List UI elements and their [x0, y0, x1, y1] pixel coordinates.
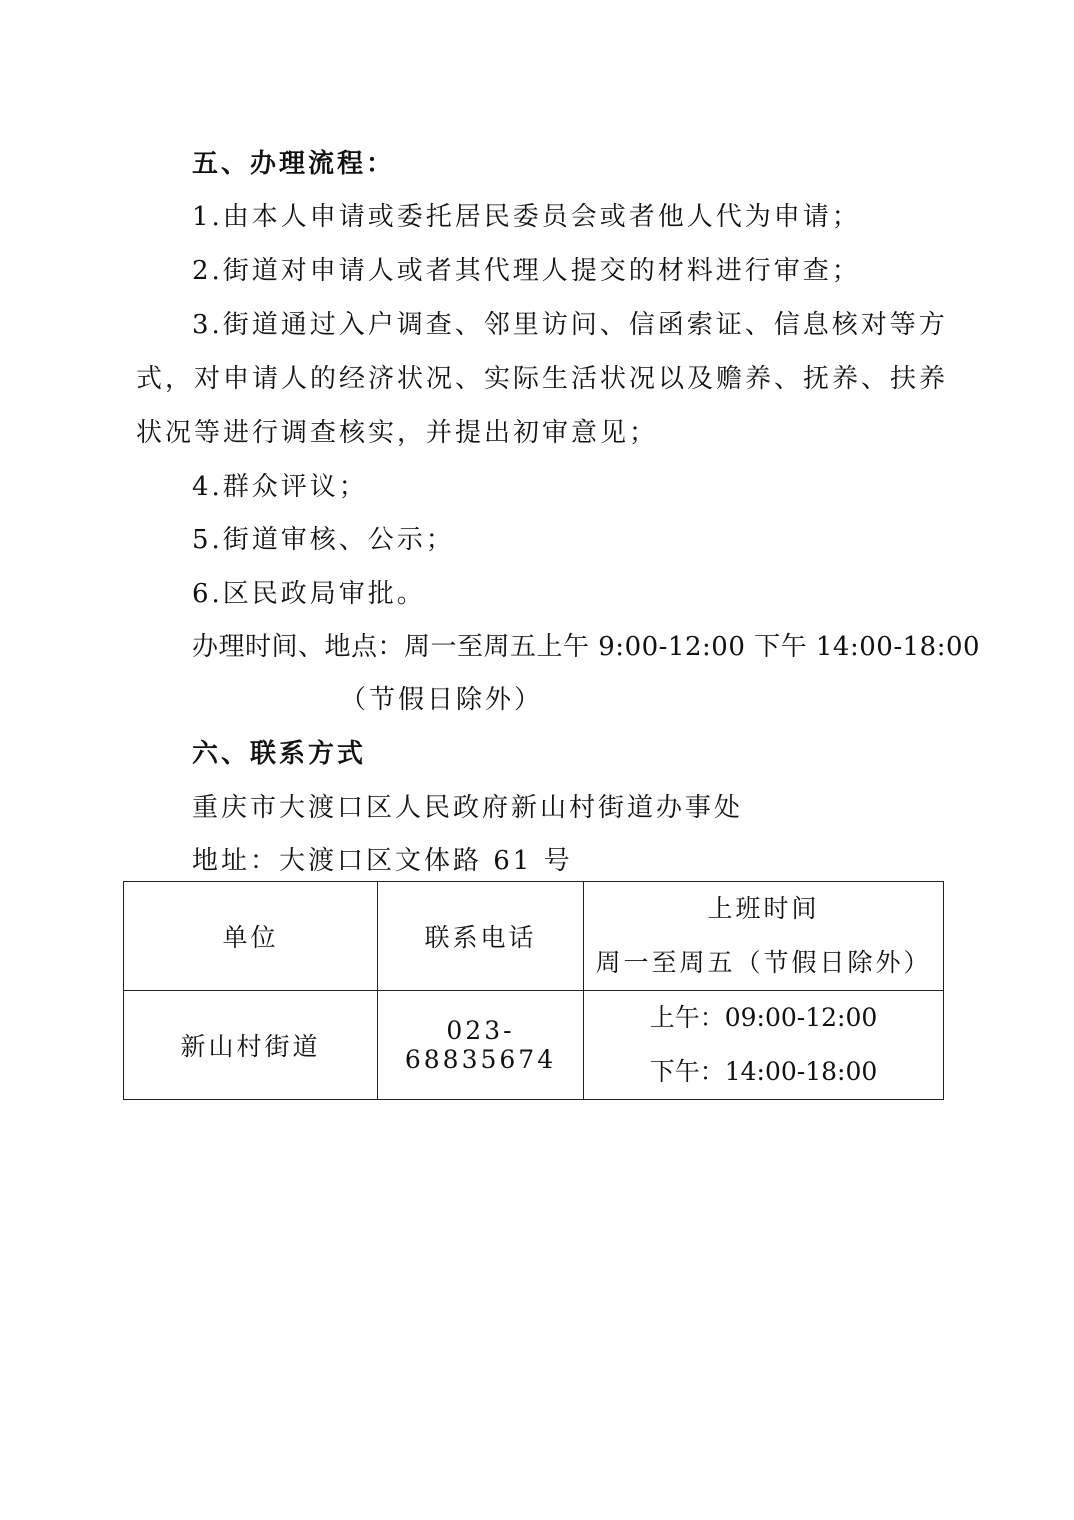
- row-hours-am: 上午：09:00-12:00: [649, 1003, 878, 1032]
- step-3-line-3: 状况等进行调查核实，并提出初审意见；: [136, 418, 659, 448]
- header-hours-sub: 周一至周五（节假日除外）: [595, 948, 932, 977]
- section6-heading: 六、联系方式: [192, 739, 367, 769]
- step-1: 1.由本人申请或委托居民委员会或者他人代为申请；: [192, 202, 861, 232]
- row-hours-pm: 下午：14:00-18:00: [649, 1057, 878, 1086]
- contact-table: [123, 881, 944, 1100]
- header-hours-title: 上班时间: [707, 894, 820, 923]
- step-4: 4.群众评议；: [192, 472, 368, 502]
- step-6: 6.区民政局审批。: [192, 579, 426, 609]
- step-3-line-1: 3.街道通过入户调查、邻里访问、信函索证、信息核对等方: [192, 310, 948, 340]
- office-name: 重庆市大渡口区人民政府新山村街道办事处: [192, 793, 744, 823]
- row-phone: 023-68835674: [378, 991, 584, 1100]
- row-hours: [584, 991, 944, 1100]
- header-unit: 单位: [124, 882, 378, 991]
- table-header-row: [124, 882, 944, 991]
- step-3-line-2: 式，对申请人的经济状况、实际生活状况以及赡养、抚养、扶养: [136, 364, 949, 394]
- table-row: [124, 991, 944, 1100]
- step-2: 2.街道对申请人或者其代理人提交的材料进行审查；: [192, 256, 861, 286]
- office-hours: 办理时间、地点：周一至周五上午 9:00-12:00 下午 14:00-18:00: [192, 632, 981, 662]
- step-5: 5.街道审核、公示；: [192, 525, 455, 555]
- holiday-note: （节假日除外）: [340, 685, 544, 715]
- header-phone: 联系电话: [378, 882, 584, 991]
- row-unit: 新山村街道: [124, 991, 378, 1100]
- section5-heading: 五、办理流程：: [192, 149, 396, 179]
- header-hours: [584, 882, 944, 991]
- office-address: 地址：大渡口区文体路 61 号: [192, 846, 573, 876]
